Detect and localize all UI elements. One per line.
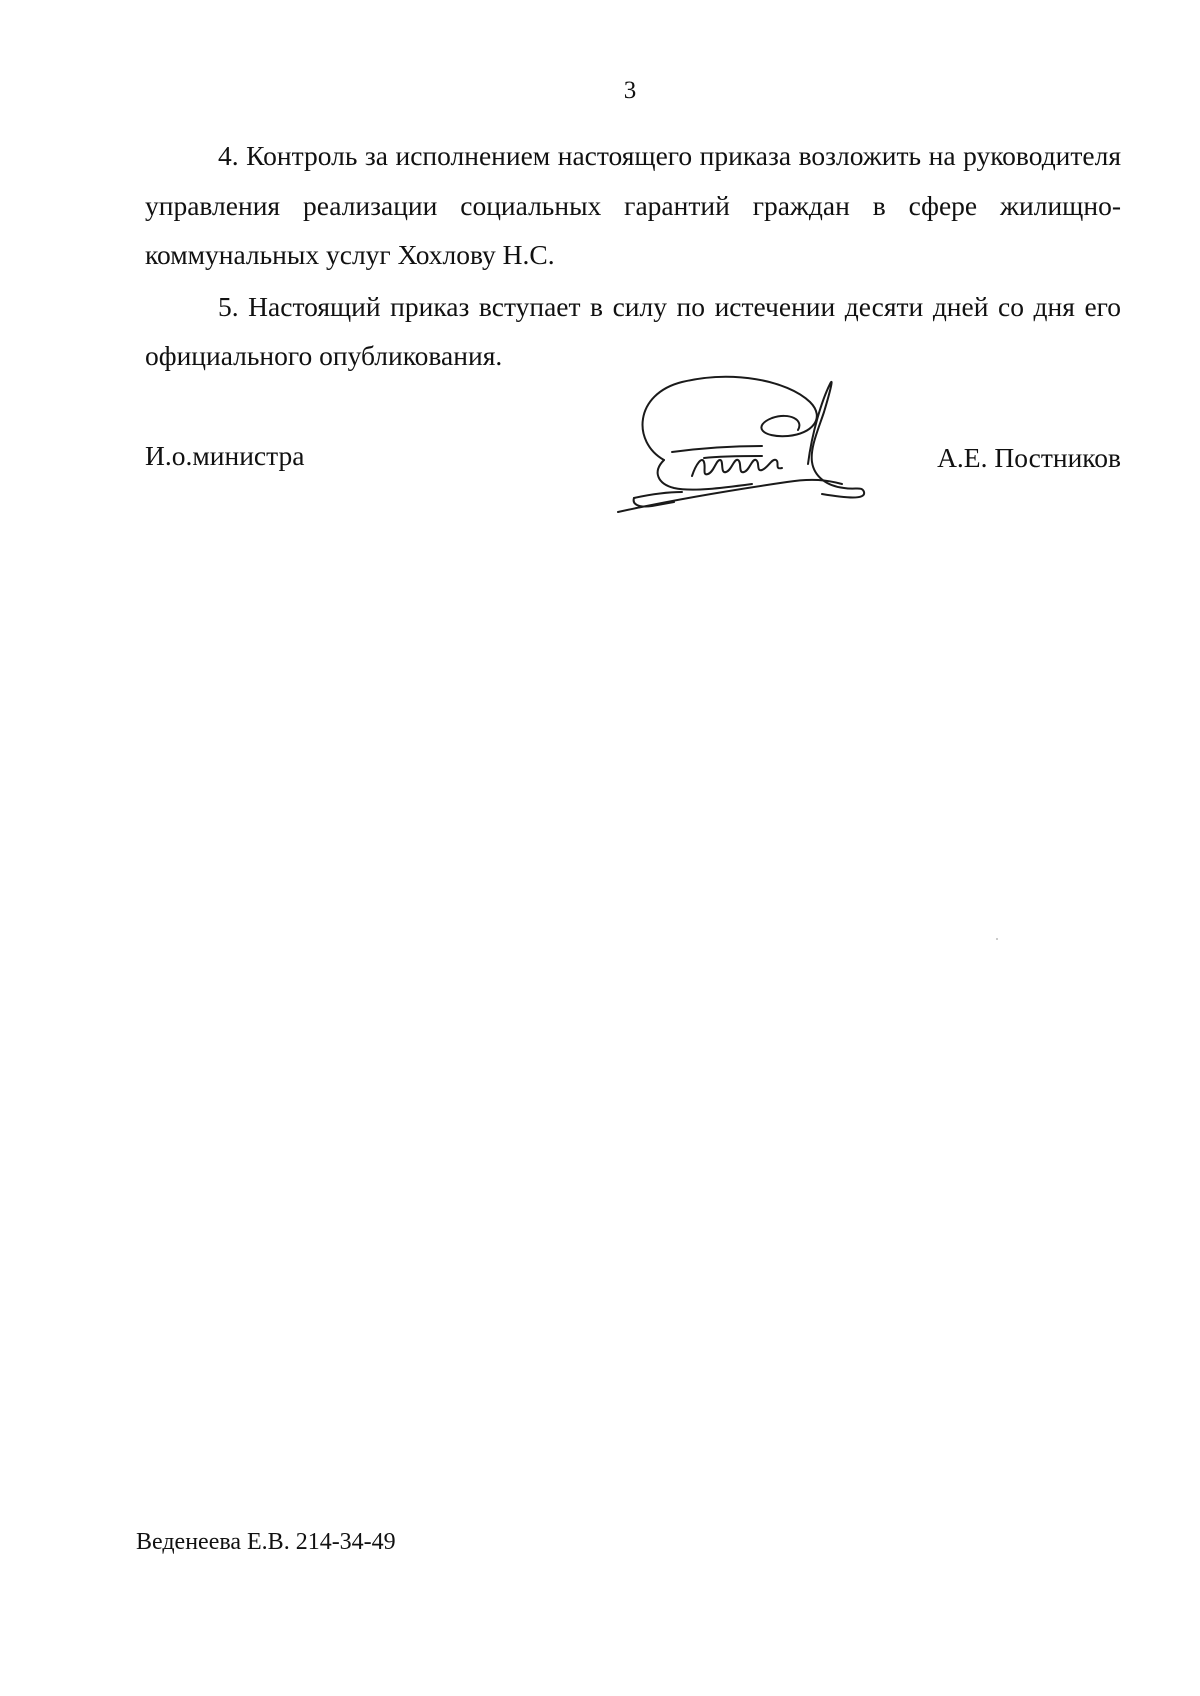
executor-contact: Веденеева Е.В. 214-34-49 [136,1529,396,1555]
scan-speck [996,938,998,940]
handwritten-signature-icon [612,372,882,532]
signatory-name: А.Е. Постников [937,442,1121,473]
signatory-position: И.о.министра [145,440,305,471]
page-number: 3 [623,77,637,104]
paragraph-item-4: 4. Контроль за исполнением настоящего приказа возложить на руководителя управления реализации социальных гарантий граждан в сфере жилищно-коммунальных услуг Хохлову Н.С. [145,140,1121,270]
document-body [145,131,1121,381]
paragraph-item-5: 5. Настоящий приказ вступает в силу по истечении десяти дней со дня его официального опубликования. [145,290,1121,371]
